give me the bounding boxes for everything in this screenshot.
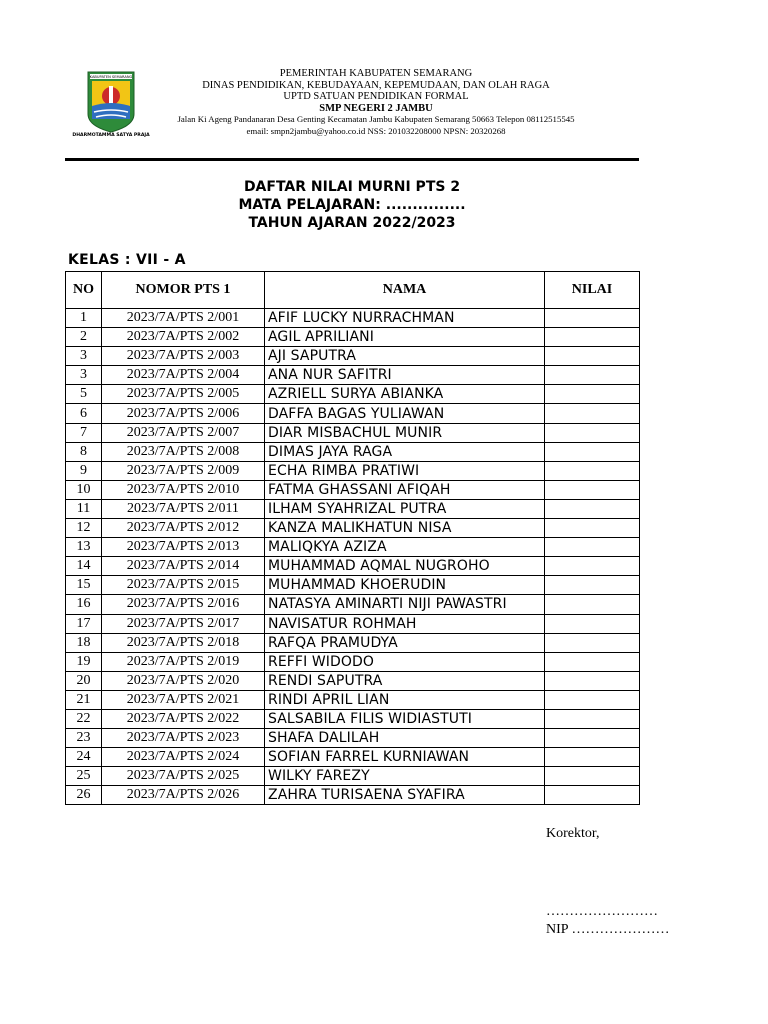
row-nomor: 2023/7A/PTS 2/011 — [102, 499, 265, 518]
school-name: SMP NEGERI 2 JAMBU — [319, 102, 433, 114]
table-row — [66, 404, 640, 423]
row-nama: RINDI APRIL LIAN — [265, 690, 545, 709]
row-nilai[interactable] — [545, 423, 640, 442]
row-nomor: 2023/7A/PTS 2/016 — [102, 595, 265, 614]
row-nilai[interactable] — [545, 767, 640, 786]
row-nilai[interactable] — [545, 671, 640, 690]
row-no: 25 — [66, 767, 102, 786]
row-nilai[interactable] — [545, 652, 640, 671]
row-nama: FATMA GHASSANI AFIQAH — [265, 480, 545, 499]
row-no: 18 — [66, 633, 102, 652]
row-no: 7 — [66, 423, 102, 442]
row-no: 9 — [66, 461, 102, 480]
row-nomor: 2023/7A/PTS 2/003 — [102, 347, 265, 366]
table-row — [66, 519, 640, 538]
grades-table — [65, 271, 640, 805]
row-nomor: 2023/7A/PTS 2/018 — [102, 633, 265, 652]
row-nomor: 2023/7A/PTS 2/010 — [102, 480, 265, 499]
row-no: 20 — [66, 671, 102, 690]
row-nilai[interactable] — [545, 499, 640, 518]
row-nomor: 2023/7A/PTS 2/015 — [102, 576, 265, 595]
table-row — [66, 328, 640, 347]
school-address: Jalan Ki Ageng Pandanaran Desa Genting Kecamatan Jambu Kabupaten Semarang 50663 Telepon 08112515545 — [177, 114, 575, 125]
table-row — [66, 614, 640, 633]
row-nama: SALSABILA FILIS WIDIASTUTI — [265, 709, 545, 728]
row-nama: MALIQKYA AZIZA — [265, 538, 545, 557]
letterhead-divider — [65, 158, 639, 161]
row-nomor: 2023/7A/PTS 2/004 — [102, 366, 265, 385]
row-nama: AFIF LUCKY NURRACHMAN — [265, 309, 545, 328]
header-nama: NAMA — [265, 272, 545, 309]
row-nilai[interactable] — [545, 614, 640, 633]
row-no: 16 — [66, 595, 102, 614]
table-row — [66, 557, 640, 576]
row-nomor: 2023/7A/PTS 2/017 — [102, 614, 265, 633]
row-nama: REFFI WIDODO — [265, 652, 545, 671]
row-no: 21 — [66, 690, 102, 709]
class-label: KELAS : VII - A — [68, 252, 186, 268]
document-title — [65, 178, 639, 232]
row-nilai[interactable] — [545, 461, 640, 480]
regency-logo — [72, 70, 150, 138]
letterhead-line-1: PEMERINTAH KABUPATEN SEMARANG — [279, 68, 473, 79]
row-nama: AZRIELL SURYA ABIANKA — [265, 385, 545, 404]
table-row — [66, 442, 640, 461]
table-row — [66, 709, 640, 728]
table-row — [66, 461, 640, 480]
row-nomor: 2023/7A/PTS 2/021 — [102, 690, 265, 709]
school-contact: email: smpn2jambu@yahoo.co.id NSS: 201032208000 NPSN: 20320268 — [246, 125, 506, 136]
row-nilai[interactable] — [545, 328, 640, 347]
row-nomor: 2023/7A/PTS 2/012 — [102, 519, 265, 538]
row-nama: DIAR MISBACHUL MUNIR — [265, 423, 545, 442]
table-row — [66, 729, 640, 748]
row-no: 5 — [66, 385, 102, 404]
table-row — [66, 423, 640, 442]
row-no: 17 — [66, 614, 102, 633]
row-no: 26 — [66, 786, 102, 805]
table-row — [66, 690, 640, 709]
row-nomor: 2023/7A/PTS 2/019 — [102, 652, 265, 671]
row-no: 14 — [66, 557, 102, 576]
signature-nip: NIP ………………… — [546, 922, 670, 937]
table-row — [66, 633, 640, 652]
row-nilai[interactable] — [545, 557, 640, 576]
row-nilai[interactable] — [545, 347, 640, 366]
row-nama: WILKY FAREZY — [265, 767, 545, 786]
row-nilai[interactable] — [545, 309, 640, 328]
row-nomor: 2023/7A/PTS 2/020 — [102, 671, 265, 690]
table-row — [66, 480, 640, 499]
corrector-label: Korektor, — [546, 826, 600, 841]
row-nama: KANZA MALIKHATUN NISA — [265, 519, 545, 538]
title-line-2: MATA PELAJARAN: ............... — [238, 197, 466, 213]
row-nama: MUHAMMAD AQMAL NUGROHO — [265, 557, 545, 576]
row-no: 19 — [66, 652, 102, 671]
row-nilai[interactable] — [545, 690, 640, 709]
row-nomor: 2023/7A/PTS 2/006 — [102, 404, 265, 423]
row-nilai[interactable] — [545, 729, 640, 748]
row-no: 24 — [66, 748, 102, 767]
row-no: 11 — [66, 499, 102, 518]
table-row — [66, 652, 640, 671]
row-nama: DAFFA BAGAS YULIAWAN — [265, 404, 545, 423]
row-nilai[interactable] — [545, 385, 640, 404]
row-nilai[interactable] — [545, 366, 640, 385]
header-nomor: NOMOR PTS 1 — [102, 272, 265, 309]
table-header-row — [66, 272, 640, 309]
row-nama: SOFIAN FARREL KURNIAWAN — [265, 748, 545, 767]
table-row — [66, 499, 640, 518]
header-no: NO — [66, 272, 102, 309]
table-row — [66, 385, 640, 404]
row-no: 2 — [66, 328, 102, 347]
row-nama: DIMAS JAYA RAGA — [265, 442, 545, 461]
row-nilai[interactable] — [545, 404, 640, 423]
title-line-1: DAFTAR NILAI MURNI PTS 2 — [243, 179, 461, 195]
row-nomor: 2023/7A/PTS 2/005 — [102, 385, 265, 404]
row-nilai[interactable] — [545, 709, 640, 728]
row-nomor: 2023/7A/PTS 2/025 — [102, 767, 265, 786]
row-no: 6 — [66, 404, 102, 423]
letterhead — [150, 68, 602, 138]
table-row — [66, 595, 640, 614]
row-nomor: 2023/7A/PTS 2/026 — [102, 786, 265, 805]
row-no: 10 — [66, 480, 102, 499]
row-nomor: 2023/7A/PTS 2/014 — [102, 557, 265, 576]
row-no: 22 — [66, 709, 102, 728]
row-no: 8 — [66, 442, 102, 461]
row-no: 3 — [66, 347, 102, 366]
row-nomor: 2023/7A/PTS 2/009 — [102, 461, 265, 480]
row-nomor: 2023/7A/PTS 2/002 — [102, 328, 265, 347]
row-nama: ANA NUR SAFITRI — [265, 366, 545, 385]
row-nomor: 2023/7A/PTS 2/024 — [102, 748, 265, 767]
row-nama: ECHA RIMBA PRATIWI — [265, 461, 545, 480]
row-nama: ZAHRA TURISAENA SYAFIRA — [265, 786, 545, 805]
table-row — [66, 748, 640, 767]
table-row — [66, 671, 640, 690]
row-no: 1 — [66, 309, 102, 328]
row-nama: ILHAM SYAHRIZAL PUTRA — [265, 499, 545, 518]
row-nama: AJI SAPUTRA — [265, 347, 545, 366]
row-nomor: 2023/7A/PTS 2/023 — [102, 729, 265, 748]
row-no: 12 — [66, 519, 102, 538]
row-nama: NATASYA AMINARTI NIJI PAWASTRI — [265, 595, 545, 614]
row-nama: RENDI SAPUTRA — [265, 671, 545, 690]
header-nilai: NILAI — [545, 272, 640, 309]
table-body — [66, 309, 640, 805]
row-nomor: 2023/7A/PTS 2/007 — [102, 423, 265, 442]
table-row — [66, 767, 640, 786]
row-nomor: 2023/7A/PTS 2/022 — [102, 709, 265, 728]
row-nama: MUHAMMAD KHOERUDIN — [265, 576, 545, 595]
row-nilai[interactable] — [545, 442, 640, 461]
logo-motto: DHARMOTAMMA SATYA PRAJA — [72, 133, 150, 138]
row-nama: AGIL APRILIANI — [265, 328, 545, 347]
row-no: 3 — [66, 366, 102, 385]
row-nama: SHAFA DALILAH — [265, 729, 545, 748]
table-row — [66, 309, 640, 328]
letterhead-line-2: DINAS PENDIDIKAN, KEBUDAYAAN, KEPEMUDAAN, DAN OLAH RAGA — [202, 79, 550, 91]
row-nomor: 2023/7A/PTS 2/013 — [102, 538, 265, 557]
row-nilai[interactable] — [545, 480, 640, 499]
table-row — [66, 347, 640, 366]
row-nama: RAFQA PRAMUDYA — [265, 633, 545, 652]
row-nilai[interactable] — [545, 633, 640, 652]
row-no: 13 — [66, 538, 102, 557]
row-nilai[interactable] — [545, 519, 640, 538]
row-no: 15 — [66, 576, 102, 595]
logo-top-text: KABUPATEN SEMARANG — [89, 75, 133, 80]
row-nomor: 2023/7A/PTS 2/001 — [102, 309, 265, 328]
row-nilai[interactable] — [545, 576, 640, 595]
row-nilai[interactable] — [545, 595, 640, 614]
row-nilai[interactable] — [545, 538, 640, 557]
table-row — [66, 366, 640, 385]
row-nama: NAVISATUR ROHMAH — [265, 614, 545, 633]
row-nomor: 2023/7A/PTS 2/008 — [102, 442, 265, 461]
letterhead-line-3: UPTD SATUAN PENDIDIKAN FORMAL — [283, 91, 469, 103]
table-row — [66, 576, 640, 595]
signature-name-line: …………………… — [546, 904, 658, 919]
title-line-3: TAHUN AJARAN 2022/2023 — [248, 215, 456, 231]
table-row — [66, 538, 640, 557]
row-nilai[interactable] — [545, 748, 640, 767]
table-row — [66, 786, 640, 805]
row-nilai[interactable] — [545, 786, 640, 805]
row-no: 23 — [66, 729, 102, 748]
